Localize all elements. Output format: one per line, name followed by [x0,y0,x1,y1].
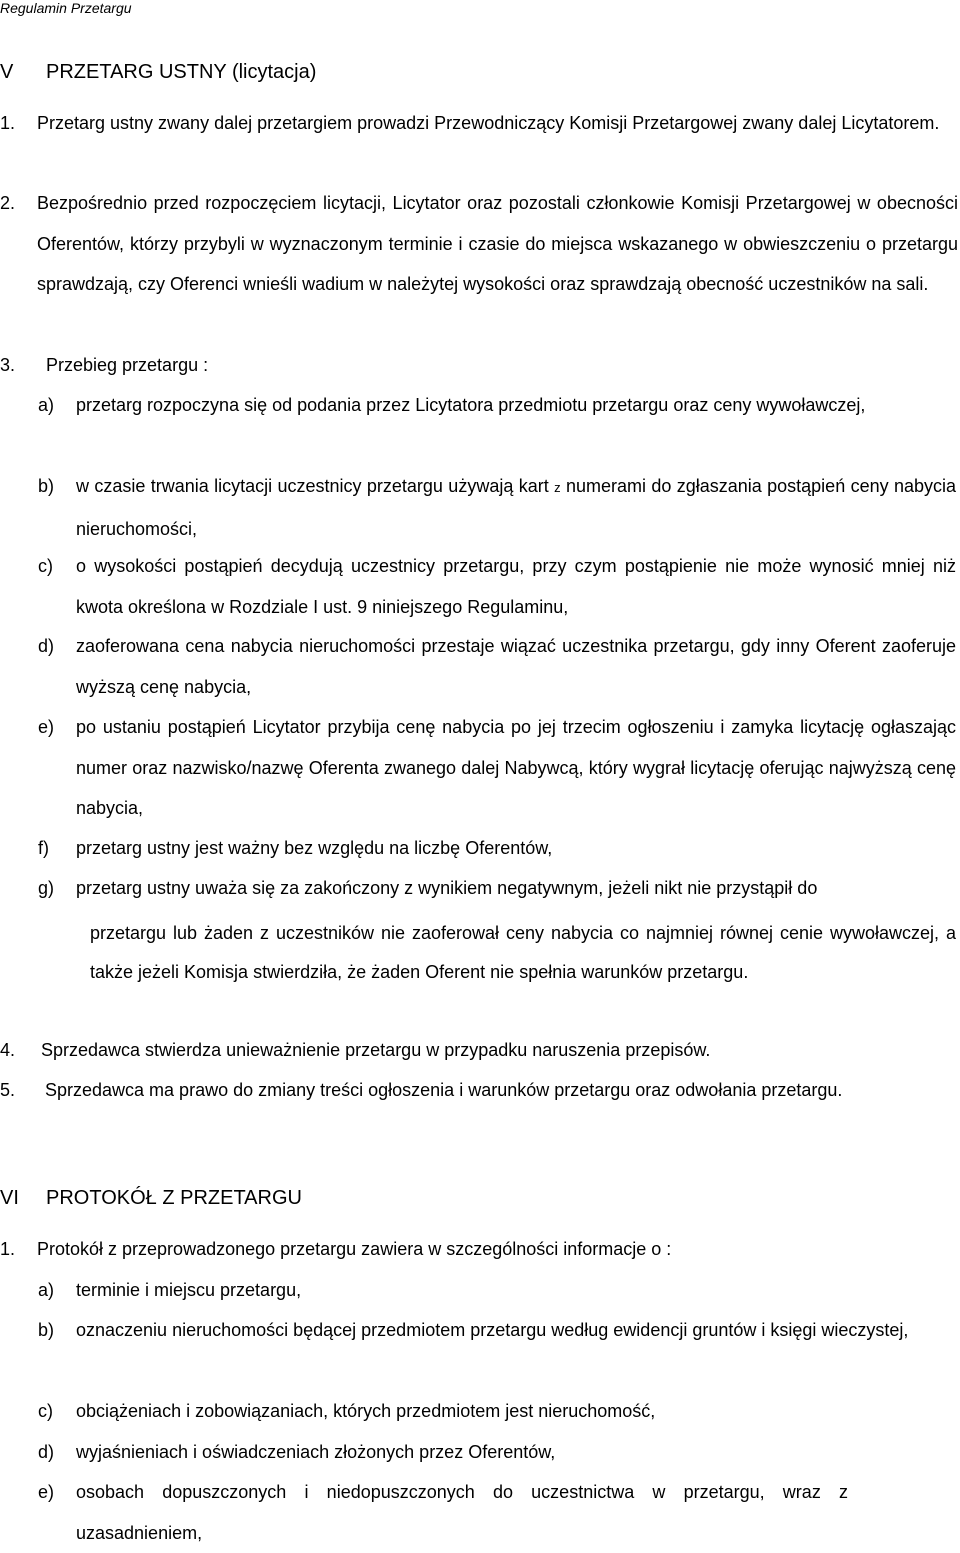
sub-item-c [38,546,956,627]
item-text: oznaczeniu nieruchomości będącej przedmiotem przetargu według ewidencji gruntów i księgi wieczystej, [76,1320,909,1340]
item-number: 1. [0,1239,16,1259]
item-letter: e) [38,717,55,737]
sub-item-b [38,466,956,549]
item-letter: c) [38,556,53,576]
item-letter: b) [38,1320,55,1340]
sub-item-vi-e [38,1472,848,1553]
item-text: wyjaśnieniach i oświadczeniach złożonych przez Oferentów, [76,1442,556,1462]
item-text-continued: przetargu lub żaden z uczestników nie zaoferował ceny nabycia co najmniej równej cenie wywoławczej, a także jeżeli Komisja stwierdziła, że żaden Oferent nie spełnia warunków przetargu. [90,922,956,982]
item-text-part-1: w czasie trwania licytacji uczestnicy przetargu używają kart [76,476,549,496]
item-letter: d) [38,1442,55,1462]
section-title: PROTOKÓŁ Z PRZETARGU [46,1187,302,1209]
item-text: Bezpośrednio przed rozpoczęciem licytacji, Licytator oraz pozostali członkowie Komisji Przetargowej w obecności Oferentów, którzy przybyli w wyznaczonym terminie i czasie do miejsca wskazanego w obwieszczeniu o przetargu sprawdzają, czy Oferenci wnieśli wadium w należytej wysokości oraz sprawdzają obecność uczestników na sali. [37,193,958,294]
item-text: obciążeniach i zobowiązaniach, których przedmiotem jest nieruchomość, [76,1401,656,1421]
item-text: o wysokości postąpień decydują uczestnicy przetargu, przy czym postąpienie nie może wynosić mniej niż kwota określona w Rozdziale I ust. 9 niniejszego Regulaminu, [76,556,956,617]
item-text-part-2: numerami do zgłaszania postąpień ceny nabycia nieruchomości, [76,476,956,539]
item-text: przetarg ustny jest ważny bez względu na liczbę Oferentów, [76,838,553,858]
item-number: 3. [0,355,16,375]
item-text: przetarg rozpoczyna się od podania przez Licytatora przedmiotu przetargu oraz ceny wywoławczej, [76,395,866,415]
sub-item-a [38,385,956,426]
item-text: Przebieg przetargu : [46,355,209,375]
section-title: PRZETARG USTNY (licytacja) [46,61,317,83]
item-number: 2. [0,193,16,213]
item-text [38,466,956,549]
list-item-v-2 [0,183,958,305]
item-letter: e) [38,1482,55,1502]
list-item-vi-1 [0,1229,958,1270]
sub-item-vi-a [38,1270,956,1311]
section-number: VI [0,1187,19,1209]
sub-item-d [38,626,956,707]
item-letter: a) [38,395,55,415]
item-letter: d) [38,636,55,656]
item-number: 5. [0,1080,16,1100]
item-text-first-line: przetarg ustny uważa się za zakończony z wynikiem negatywnym, jeżeli nikt nie przystąpił do [76,878,818,898]
sub-item-vi-b [38,1310,956,1351]
sub-item-g [38,868,956,993]
list-item-v-3 [0,345,958,386]
section-number: V [0,61,14,83]
list-item-v-1 [0,103,958,144]
sub-item-vi-d [38,1432,956,1473]
item-number: 1. [0,113,16,133]
page-header: Regulamin Przetargu [0,0,132,16]
item-letter: a) [38,1280,55,1300]
item-text: zaoferowana cena nabycia nieruchomości przestaje wiązać uczestnika przetargu, gdy inny Oferent zaoferuje wyższą cenę nabycia, [76,636,956,697]
item-number: 4. [0,1040,16,1060]
sub-item-e [38,707,956,829]
item-text: terminie i miejscu przetargu, [76,1280,302,1300]
item-letter: c) [38,1401,53,1421]
item-text: Sprzedawca ma prawo do zmiany treści ogłoszenia i warunków przetargu oraz odwołania przetargu. [45,1080,843,1100]
sub-item-f [38,828,956,869]
item-text: Sprzedawca stwierdza unieważnienie przetargu w przypadku naruszenia przepisów. [41,1040,711,1060]
item-letter: f) [38,838,49,858]
item-text: Przetarg ustny zwany dalej przetargiem prowadzi Przewodniczący Komisji Przetargowej zwany dalej Licytatorem. [37,113,940,133]
item-letter: g) [38,878,55,898]
list-item-v-5 [0,1070,900,1111]
item-text-small: z [554,480,561,495]
item-text: po ustaniu postąpień Licytator przybija cenę nabycia po jej trzecim ogłoszeniu i zamyka licytację ogłaszając numer oraz nazwisko/nazwę Oferenta zwanego dalej Nabywcą, który wygrał licytację oferując najwyższą cenę nabycia, [76,717,956,818]
item-letter: b) [38,476,55,496]
sub-item-vi-c [38,1391,956,1432]
item-text: Protokół z przeprowadzonego przetargu zawiera w szczególności informacje o : [37,1239,672,1259]
list-item-v-4 [0,1030,958,1071]
item-text: osobach dopuszczonych i niedopuszczonych do uczestnictwa w przetargu, wraz z uzasadnieniem, [76,1482,848,1543]
